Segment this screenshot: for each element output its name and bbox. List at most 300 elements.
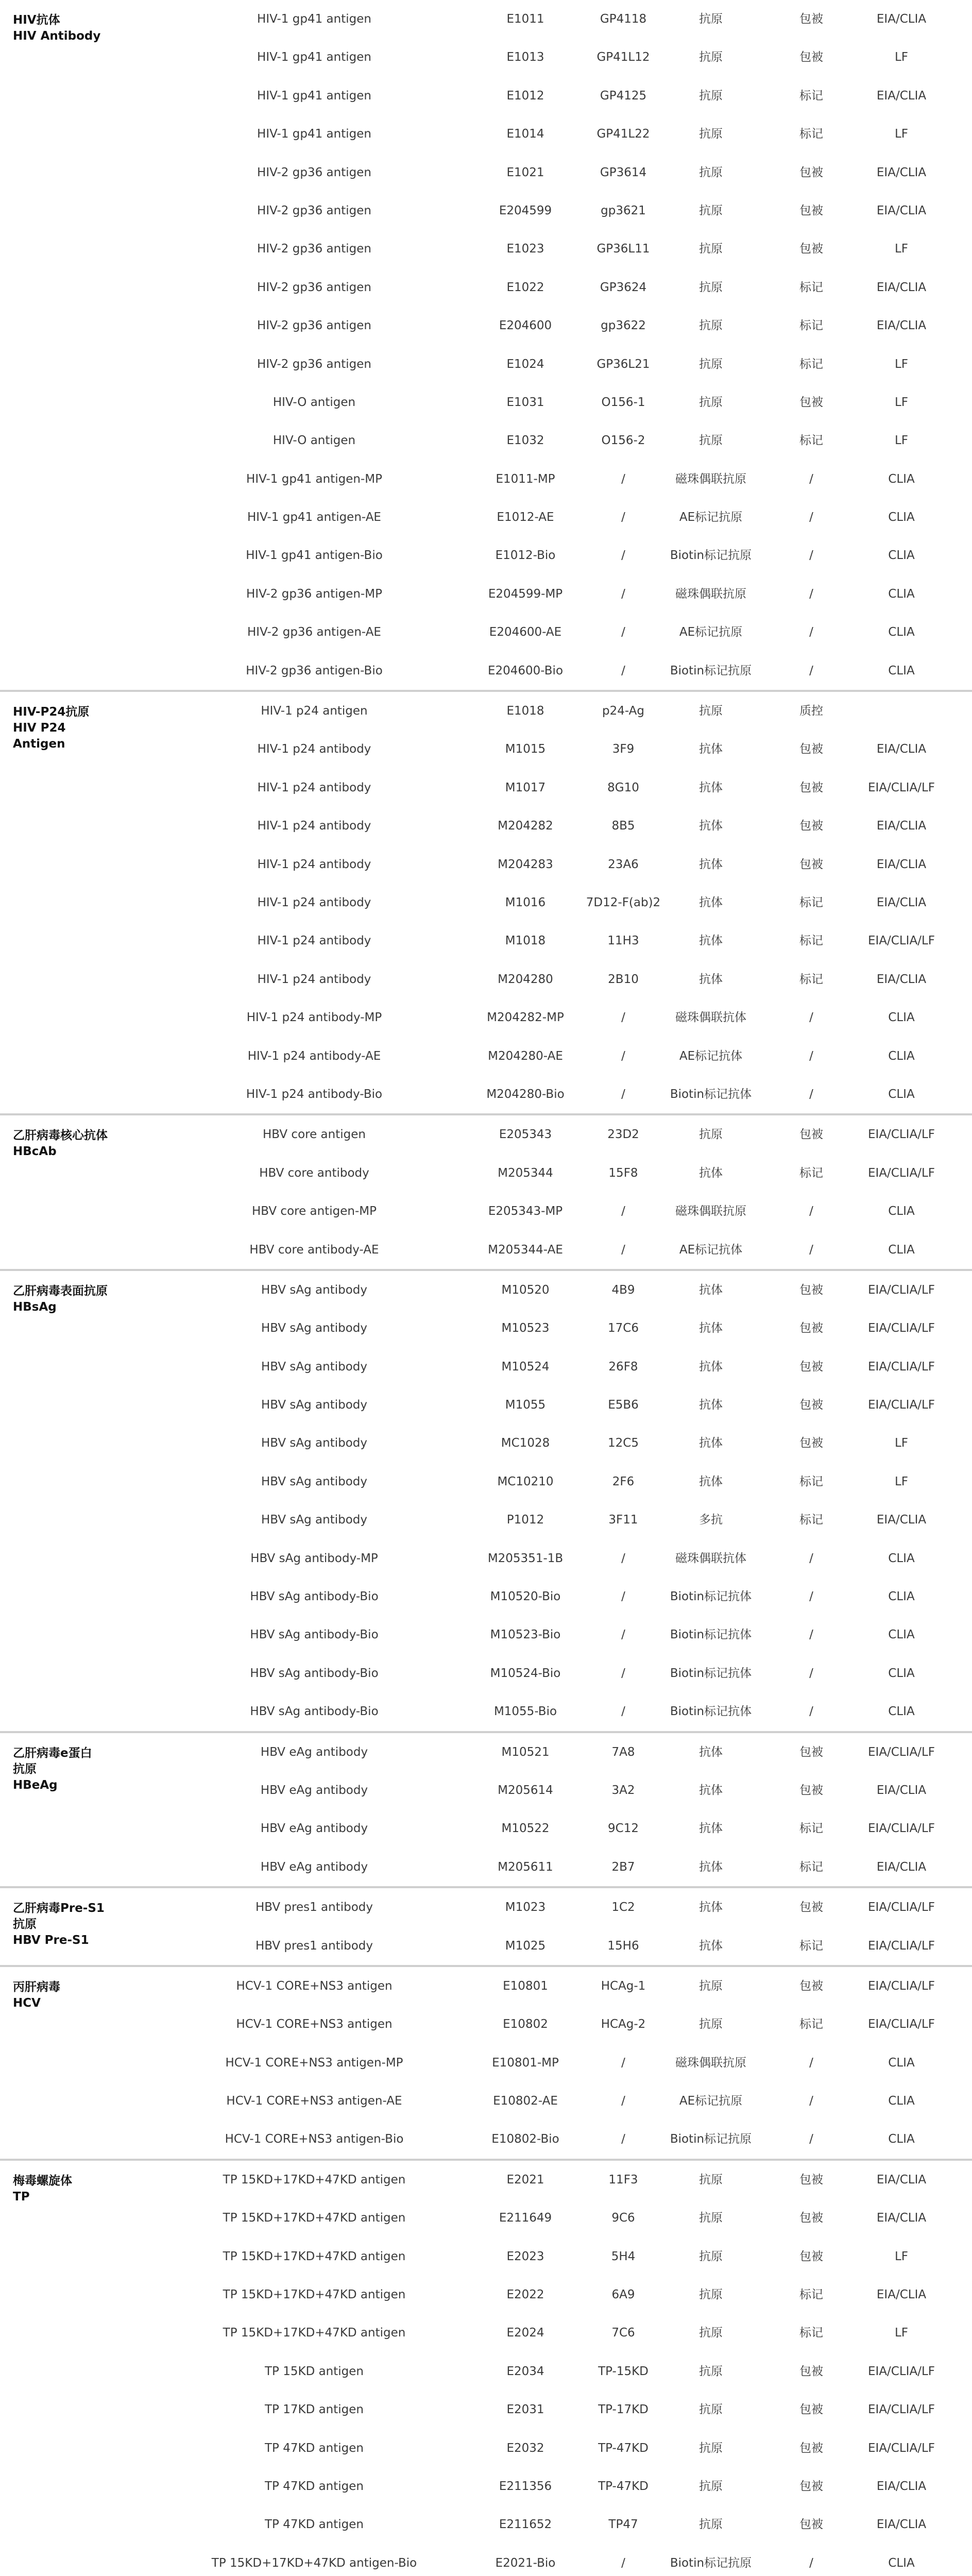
cell-clone: / bbox=[621, 549, 625, 563]
cell-type: 抗原 bbox=[699, 242, 723, 256]
cell-use: / bbox=[809, 472, 813, 486]
cell-code: M204280-Bio bbox=[486, 1087, 565, 1101]
cell-clone: GP4118 bbox=[600, 12, 647, 26]
cell-clone: 26F8 bbox=[608, 1360, 638, 1374]
cell-code: E2031 bbox=[506, 2403, 544, 2417]
cell-code: E205343-MP bbox=[488, 1205, 563, 1218]
table-row bbox=[0, 692, 972, 730]
cell-use: / bbox=[809, 1590, 813, 1604]
cell-code: E1012-Bio bbox=[495, 549, 556, 563]
cell-code: M205351-1B bbox=[487, 1551, 564, 1565]
cell-clone: 8B5 bbox=[611, 819, 635, 833]
cell-code: M204282-MP bbox=[487, 1011, 564, 1025]
group-label-line: HIV-P24抗原 bbox=[13, 705, 90, 719]
cell-platform: CLIA bbox=[888, 472, 915, 486]
cell-use: / bbox=[809, 2132, 813, 2146]
cell-code: M1017 bbox=[505, 781, 546, 794]
group-label-line: 梅毒螺旋体 bbox=[13, 2174, 72, 2188]
cell-name: HIV-1 p24 antibody-MP bbox=[246, 1011, 382, 1025]
table-row bbox=[0, 2082, 972, 2120]
cell-use: / bbox=[809, 2094, 813, 2108]
cell-use: 包被 bbox=[799, 819, 823, 833]
cell-name: HBV eAg antibody bbox=[260, 1783, 368, 1797]
cell-clone: 2F6 bbox=[612, 1475, 635, 1488]
cell-name: HIV-1 p24 antibody bbox=[257, 742, 371, 756]
cell-use: / bbox=[809, 511, 813, 524]
cell-platform: EIA/CLIA bbox=[876, 2211, 927, 2225]
cell-code: M10524-Bio bbox=[490, 1666, 561, 1680]
cell-name: HBV sAg antibody bbox=[261, 1475, 367, 1488]
table-row bbox=[0, 345, 972, 383]
cell-code: E2021 bbox=[506, 2173, 544, 2187]
cell-type: 抗原 bbox=[699, 357, 723, 371]
cell-clone: gp3622 bbox=[601, 319, 646, 333]
table-row bbox=[0, 1692, 972, 1731]
cell-type: Biotin标记抗原 bbox=[670, 664, 752, 677]
cell-platform: EIA/CLIA bbox=[876, 2480, 927, 2493]
cell-clone: GP4125 bbox=[600, 89, 647, 103]
cell-type: 抗原 bbox=[699, 280, 723, 294]
cell-name: HCV-1 CORE+NS3 antigen bbox=[236, 2018, 393, 2031]
cell-type: 抗体 bbox=[699, 1360, 723, 1374]
cell-clone: GP36L21 bbox=[596, 357, 650, 371]
table-row bbox=[0, 1771, 972, 1809]
table-row bbox=[0, 2505, 972, 2544]
cell-name: HBV eAg antibody bbox=[260, 1860, 368, 1874]
cell-use: / bbox=[809, 2556, 813, 2570]
cell-use: 包被 bbox=[799, 395, 823, 409]
cell-clone: E5B6 bbox=[608, 1398, 639, 1412]
cell-use: 包被 bbox=[799, 2441, 823, 2455]
cell-platform: EIA/CLIA/LF bbox=[868, 1901, 935, 1914]
cell-use: 包被 bbox=[799, 1745, 823, 1759]
cell-use: 标记 bbox=[799, 280, 823, 294]
cell-platform: EIA/CLIA/LF bbox=[868, 2441, 935, 2455]
cell-platform: CLIA bbox=[888, 2056, 915, 2070]
cell-clone: / bbox=[621, 2094, 625, 2108]
table-row bbox=[0, 383, 972, 421]
cell-name: HBV core antibody-AE bbox=[249, 1243, 379, 1257]
cell-type: 抗体 bbox=[699, 1321, 723, 1335]
group-label-line: 乙肝病毒核心抗体 bbox=[13, 1129, 108, 1143]
table-row bbox=[0, 884, 972, 922]
cell-name: HCV-1 CORE+NS3 antigen-MP bbox=[225, 2056, 403, 2070]
cell-use: 标记 bbox=[799, 434, 823, 448]
cell-clone: 23A6 bbox=[608, 857, 639, 871]
cell-use: 标记 bbox=[799, 89, 823, 103]
cell-platform: EIA/CLIA bbox=[876, 2173, 927, 2187]
cell-name: HBV sAg antibody bbox=[261, 1360, 367, 1374]
cell-type: 抗原 bbox=[699, 89, 723, 103]
cell-clone: TP-17KD bbox=[598, 2403, 649, 2417]
cell-code: M1055-Bio bbox=[493, 1705, 557, 1719]
cell-platform: EIA/CLIA/LF bbox=[868, 1979, 935, 1993]
cell-use: 标记 bbox=[799, 934, 823, 948]
group-label-line: 抗原 bbox=[13, 1918, 37, 1931]
cell-type: AE标记抗原 bbox=[679, 2094, 743, 2108]
cell-type: 抗体 bbox=[699, 895, 723, 909]
cell-platform: LF bbox=[894, 242, 909, 256]
cell-type: 抗原 bbox=[699, 2173, 723, 2187]
table-row bbox=[0, 77, 972, 115]
cell-type: 抗原 bbox=[699, 204, 723, 217]
cell-use: 包被 bbox=[799, 2364, 823, 2378]
cell-use: 标记 bbox=[799, 1475, 823, 1488]
cell-clone: 11F3 bbox=[608, 2173, 638, 2187]
cell-use: / bbox=[809, 1628, 813, 1642]
cell-clone: / bbox=[621, 1705, 625, 1719]
cell-code: MC10210 bbox=[497, 1475, 554, 1488]
cell-code: M204280 bbox=[498, 972, 553, 986]
cell-name: TP 15KD+17KD+47KD antigen-Bio bbox=[211, 2556, 417, 2570]
cell-name: HIV-1 p24 antibody bbox=[257, 819, 371, 833]
cell-name: HIV-1 p24 antigen bbox=[261, 704, 368, 718]
cell-clone: 11H3 bbox=[607, 934, 639, 948]
cell-code: M1016 bbox=[505, 895, 546, 909]
cell-use: 包被 bbox=[799, 1283, 823, 1297]
table-row bbox=[0, 1348, 972, 1386]
cell-use: / bbox=[809, 1551, 813, 1565]
cell-type: 抗原 bbox=[699, 2249, 723, 2263]
cell-code: M205344 bbox=[498, 1166, 553, 1180]
cell-type: 抗原 bbox=[699, 127, 723, 141]
cell-type: 抗原 bbox=[699, 2518, 723, 2532]
cell-name: HBV sAg antibody-Bio bbox=[250, 1705, 379, 1719]
cell-platform: EIA/CLIA/LF bbox=[868, 1398, 935, 1412]
cell-type: 抗体 bbox=[699, 972, 723, 986]
cell-type: 抗体 bbox=[699, 1436, 723, 1450]
cell-platform: CLIA bbox=[888, 511, 915, 524]
cell-platform: EIA/CLIA/LF bbox=[868, 1283, 935, 1297]
table-row bbox=[0, 2352, 972, 2391]
table-row bbox=[0, 1809, 972, 1848]
cell-type: 抗原 bbox=[699, 2326, 723, 2340]
cell-code: E204599 bbox=[499, 204, 552, 217]
cell-name: HIV-2 gp36 antigen bbox=[257, 204, 371, 217]
cell-type: 抗原 bbox=[699, 2288, 723, 2302]
cell-name: HIV-1 p24 antibody bbox=[257, 895, 371, 909]
cell-use: 包被 bbox=[799, 2403, 823, 2417]
cell-name: HBV core antigen bbox=[263, 1128, 366, 1142]
cell-code: M204280-AE bbox=[488, 1049, 563, 1063]
cell-clone: 1C2 bbox=[611, 1901, 635, 1914]
cell-use: / bbox=[809, 549, 813, 563]
cell-clone: / bbox=[621, 1590, 625, 1604]
cell-name: TP 47KD antigen bbox=[264, 2480, 364, 2493]
cell-name: HIV-2 gp36 antigen bbox=[257, 357, 371, 371]
table-row bbox=[0, 769, 972, 807]
group-label-line: HIV Antibody bbox=[13, 29, 101, 43]
cell-clone: / bbox=[621, 1628, 625, 1642]
table-row bbox=[0, 192, 972, 230]
cell-code: E10802-Bio bbox=[491, 2132, 559, 2146]
cell-name: HBV pres1 antibody bbox=[255, 1901, 373, 1914]
cell-platform: EIA/CLIA bbox=[876, 2288, 927, 2302]
cell-code: M10521 bbox=[501, 1745, 550, 1759]
cell-platform: EIA/CLIA bbox=[876, 1860, 927, 1874]
cell-use: 包被 bbox=[799, 1398, 823, 1412]
cell-clone: 2B10 bbox=[608, 972, 639, 986]
cell-clone: O156-2 bbox=[601, 434, 645, 448]
cell-clone: / bbox=[621, 1666, 625, 1680]
cell-clone: / bbox=[621, 1205, 625, 1218]
cell-platform: CLIA bbox=[888, 1205, 915, 1218]
cell-code: M205344-AE bbox=[488, 1243, 563, 1257]
cell-type: Biotin标记抗体 bbox=[670, 1628, 752, 1642]
cell-code: M1015 bbox=[505, 742, 546, 756]
cell-name: HIV-1 p24 antibody bbox=[257, 781, 371, 794]
product-group bbox=[0, 692, 972, 1115]
cell-code: M204282 bbox=[498, 819, 553, 833]
cell-platform: LF bbox=[894, 1436, 909, 1450]
cell-name: HIV-2 gp36 antigen-Bio bbox=[246, 664, 383, 677]
table-row bbox=[0, 230, 972, 268]
cell-code: E10802-AE bbox=[493, 2094, 558, 2108]
table-row bbox=[0, 575, 972, 613]
cell-clone: GP3624 bbox=[600, 280, 647, 294]
cell-code: E1013 bbox=[506, 50, 544, 64]
group-label-line: TP bbox=[13, 2190, 30, 2204]
cell-name: HBV sAg antibody-Bio bbox=[250, 1628, 379, 1642]
cell-platform: CLIA bbox=[888, 1628, 915, 1642]
cell-code: E1018 bbox=[506, 704, 544, 718]
cell-clone: 3F11 bbox=[608, 1513, 638, 1527]
cell-clone: gp3621 bbox=[601, 204, 646, 217]
cell-type: 抗体 bbox=[699, 1475, 723, 1488]
cell-platform: EIA/CLIA/LF bbox=[868, 2364, 935, 2378]
cell-code: M205614 bbox=[498, 1783, 553, 1797]
table-row bbox=[0, 1154, 972, 1192]
group-label-line: HBsAg bbox=[13, 1300, 57, 1314]
cell-name: HBV sAg antibody-Bio bbox=[250, 1666, 379, 1680]
cell-clone: 7C6 bbox=[611, 2326, 635, 2340]
cell-code: E211652 bbox=[499, 2518, 552, 2532]
cell-name: HBV sAg antibody bbox=[261, 1283, 367, 1297]
cell-name: HIV-O antigen bbox=[272, 434, 356, 448]
cell-use: / bbox=[809, 1049, 813, 1063]
cell-type: 磁珠偶联抗体 bbox=[675, 1551, 746, 1565]
cell-platform: EIA/CLIA/LF bbox=[868, 781, 935, 794]
cell-clone: GP41L22 bbox=[596, 127, 650, 141]
table-row bbox=[0, 38, 972, 76]
cell-code: E1022 bbox=[506, 280, 544, 294]
cell-type: AE标记抗原 bbox=[679, 511, 743, 524]
table-row bbox=[0, 1192, 972, 1230]
cell-use: 包被 bbox=[799, 1360, 823, 1374]
cell-name: HBV sAg antibody bbox=[261, 1398, 367, 1412]
cell-type: 抗体 bbox=[699, 1939, 723, 1953]
cell-platform: EIA/CLIA bbox=[876, 204, 927, 217]
cell-platform: EIA/CLIA/LF bbox=[868, 2018, 935, 2031]
cell-code: M1023 bbox=[505, 1901, 546, 1914]
cell-code: E1011 bbox=[506, 12, 544, 26]
cell-name: TP 15KD+17KD+47KD antigen bbox=[223, 2211, 406, 2225]
cell-type: 抗体 bbox=[699, 1860, 723, 1874]
cell-type: AE标记抗原 bbox=[679, 625, 743, 639]
cell-platform: EIA/CLIA bbox=[876, 857, 927, 871]
cell-type: 抗原 bbox=[699, 2480, 723, 2493]
table-row bbox=[0, 613, 972, 651]
cell-platform: EIA/CLIA bbox=[876, 319, 927, 333]
cell-name: HCV-1 CORE+NS3 antigen-Bio bbox=[225, 2132, 404, 2146]
group-label-line: 乙肝病毒表面抗原 bbox=[13, 1284, 108, 1298]
table-row bbox=[0, 1927, 972, 1965]
cell-type: 磁珠偶联抗原 bbox=[675, 1205, 746, 1218]
cell-use: / bbox=[809, 664, 813, 677]
cell-type: 抗原 bbox=[699, 704, 723, 718]
cell-clone: / bbox=[621, 472, 625, 486]
cell-use: / bbox=[809, 625, 813, 639]
cell-name: HBV core antigen-MP bbox=[252, 1205, 377, 1218]
table-row bbox=[0, 1654, 972, 1692]
cell-use: 标记 bbox=[799, 127, 823, 141]
cell-use: 标记 bbox=[799, 1822, 823, 1836]
table-row bbox=[0, 1424, 972, 1462]
cell-use: 标记 bbox=[799, 1939, 823, 1953]
table-row bbox=[0, 2391, 972, 2429]
cell-code: E211356 bbox=[499, 2480, 552, 2493]
cell-type: 抗体 bbox=[699, 1283, 723, 1297]
cell-clone: / bbox=[621, 587, 625, 601]
cell-name: HIV-1 gp41 antigen bbox=[257, 127, 371, 141]
cell-use: 包被 bbox=[799, 50, 823, 64]
cell-platform: CLIA bbox=[888, 1087, 915, 1101]
cell-code: M10520-Bio bbox=[490, 1590, 561, 1604]
cell-name: HBV sAg antibody-MP bbox=[250, 1551, 378, 1565]
cell-code: MC1028 bbox=[501, 1436, 550, 1450]
cell-code: E2034 bbox=[506, 2364, 544, 2378]
table-row bbox=[0, 998, 972, 1037]
cell-platform: CLIA bbox=[888, 2556, 915, 2570]
cell-clone: / bbox=[621, 2056, 625, 2070]
cell-type: Biotin标记抗原 bbox=[670, 2556, 752, 2570]
group-label-line: 抗原 bbox=[13, 1762, 37, 1776]
cell-code: E1011-MP bbox=[496, 472, 555, 486]
cell-code: E1031 bbox=[506, 395, 544, 409]
cell-type: Biotin标记抗原 bbox=[670, 549, 752, 563]
cell-platform: EIA/CLIA bbox=[876, 89, 927, 103]
table-row bbox=[0, 1888, 972, 1926]
cell-type: 抗原 bbox=[699, 12, 723, 26]
cell-type: 抗原 bbox=[699, 2018, 723, 2031]
cell-use: / bbox=[809, 1666, 813, 1680]
cell-use: / bbox=[809, 1011, 813, 1025]
cell-name: HIV-2 gp36 antigen bbox=[257, 242, 371, 256]
group-label-line: HBcAb bbox=[13, 1145, 57, 1159]
cell-type: 抗原 bbox=[699, 2364, 723, 2378]
table-row bbox=[0, 115, 972, 153]
cell-clone: O156-1 bbox=[601, 395, 645, 409]
product-group bbox=[0, 1888, 972, 1967]
cell-clone: 15F8 bbox=[608, 1166, 638, 1180]
cell-clone: / bbox=[621, 1049, 625, 1063]
cell-type: 抗原 bbox=[699, 395, 723, 409]
product-group bbox=[0, 1115, 972, 1271]
table-row bbox=[0, 652, 972, 690]
cell-name: HIV-1 p24 antibody bbox=[257, 972, 371, 986]
cell-platform: EIA/CLIA/LF bbox=[868, 1745, 935, 1759]
cell-use: 包被 bbox=[799, 1321, 823, 1335]
cell-code: E204599-MP bbox=[488, 587, 563, 601]
cell-code: E1014 bbox=[506, 127, 544, 141]
cell-use: 包被 bbox=[799, 165, 823, 179]
cell-type: AE标记抗体 bbox=[679, 1243, 743, 1257]
cell-type: 抗体 bbox=[699, 1166, 723, 1180]
cell-platform: LF bbox=[894, 395, 909, 409]
cell-use: 质控 bbox=[799, 704, 823, 718]
cell-type: 抗体 bbox=[699, 742, 723, 756]
cell-clone: 6A9 bbox=[611, 2288, 635, 2302]
table-row bbox=[0, 2544, 972, 2576]
table-row bbox=[0, 922, 972, 960]
cell-clone: TP-47KD bbox=[598, 2441, 649, 2455]
cell-platform: LF bbox=[894, 434, 909, 448]
cell-platform: CLIA bbox=[888, 549, 915, 563]
cell-type: 抗原 bbox=[699, 2441, 723, 2455]
table-row bbox=[0, 1733, 972, 1771]
table-row bbox=[0, 730, 972, 768]
cell-use: 标记 bbox=[799, 895, 823, 909]
cell-use: 标记 bbox=[799, 2018, 823, 2031]
cell-platform: CLIA bbox=[888, 587, 915, 601]
cell-name: HBV sAg antibody bbox=[261, 1513, 367, 1527]
cell-clone: / bbox=[621, 2132, 625, 2146]
cell-use: 标记 bbox=[799, 319, 823, 333]
cell-type: 抗体 bbox=[699, 1745, 723, 1759]
cell-platform: CLIA bbox=[888, 2132, 915, 2146]
cell-code: E205343 bbox=[499, 1128, 552, 1142]
cell-platform: LF bbox=[894, 2326, 909, 2340]
cell-use: 包被 bbox=[799, 12, 823, 26]
cell-code: E204600-Bio bbox=[487, 664, 564, 677]
cell-type: 抗原 bbox=[699, 50, 723, 64]
cell-type: 抗原 bbox=[699, 2403, 723, 2417]
cell-name: TP 15KD antigen bbox=[264, 2364, 364, 2378]
cell-code: M1055 bbox=[505, 1398, 546, 1412]
cell-platform: EIA/CLIA/LF bbox=[868, 1822, 935, 1836]
table-row bbox=[0, 1539, 972, 1578]
cell-clone: 8G10 bbox=[607, 781, 639, 794]
cell-platform: CLIA bbox=[888, 1049, 915, 1063]
cell-code: E2024 bbox=[506, 2326, 544, 2340]
table-row bbox=[0, 2314, 972, 2352]
table-row bbox=[0, 845, 972, 884]
cell-name: HBV eAg antibody bbox=[260, 1822, 368, 1836]
cell-clone: / bbox=[621, 1011, 625, 1025]
table-row bbox=[0, 2161, 972, 2199]
cell-use: 包被 bbox=[799, 204, 823, 217]
cell-clone: HCAg-1 bbox=[601, 1979, 646, 1993]
table-row bbox=[0, 2005, 972, 2043]
cell-platform: CLIA bbox=[888, 1705, 915, 1719]
cell-name: HBV sAg antibody bbox=[261, 1321, 367, 1335]
cell-use: 包被 bbox=[799, 2480, 823, 2493]
cell-type: 抗体 bbox=[699, 1901, 723, 1914]
cell-use: 包被 bbox=[799, 2173, 823, 2187]
cell-type: 抗体 bbox=[699, 857, 723, 871]
cell-use: 标记 bbox=[799, 2326, 823, 2340]
cell-use: 包被 bbox=[799, 1436, 823, 1450]
table-row bbox=[0, 1463, 972, 1501]
cell-code: E1012-AE bbox=[497, 511, 554, 524]
cell-clone: / bbox=[621, 1087, 625, 1101]
cell-type: Biotin标记抗体 bbox=[670, 1087, 752, 1101]
table-row bbox=[0, 1037, 972, 1075]
cell-platform: LF bbox=[894, 127, 909, 141]
table-row bbox=[0, 1075, 972, 1113]
cell-type: Biotin标记抗体 bbox=[670, 1666, 752, 1680]
cell-clone: 3A2 bbox=[611, 1783, 635, 1797]
